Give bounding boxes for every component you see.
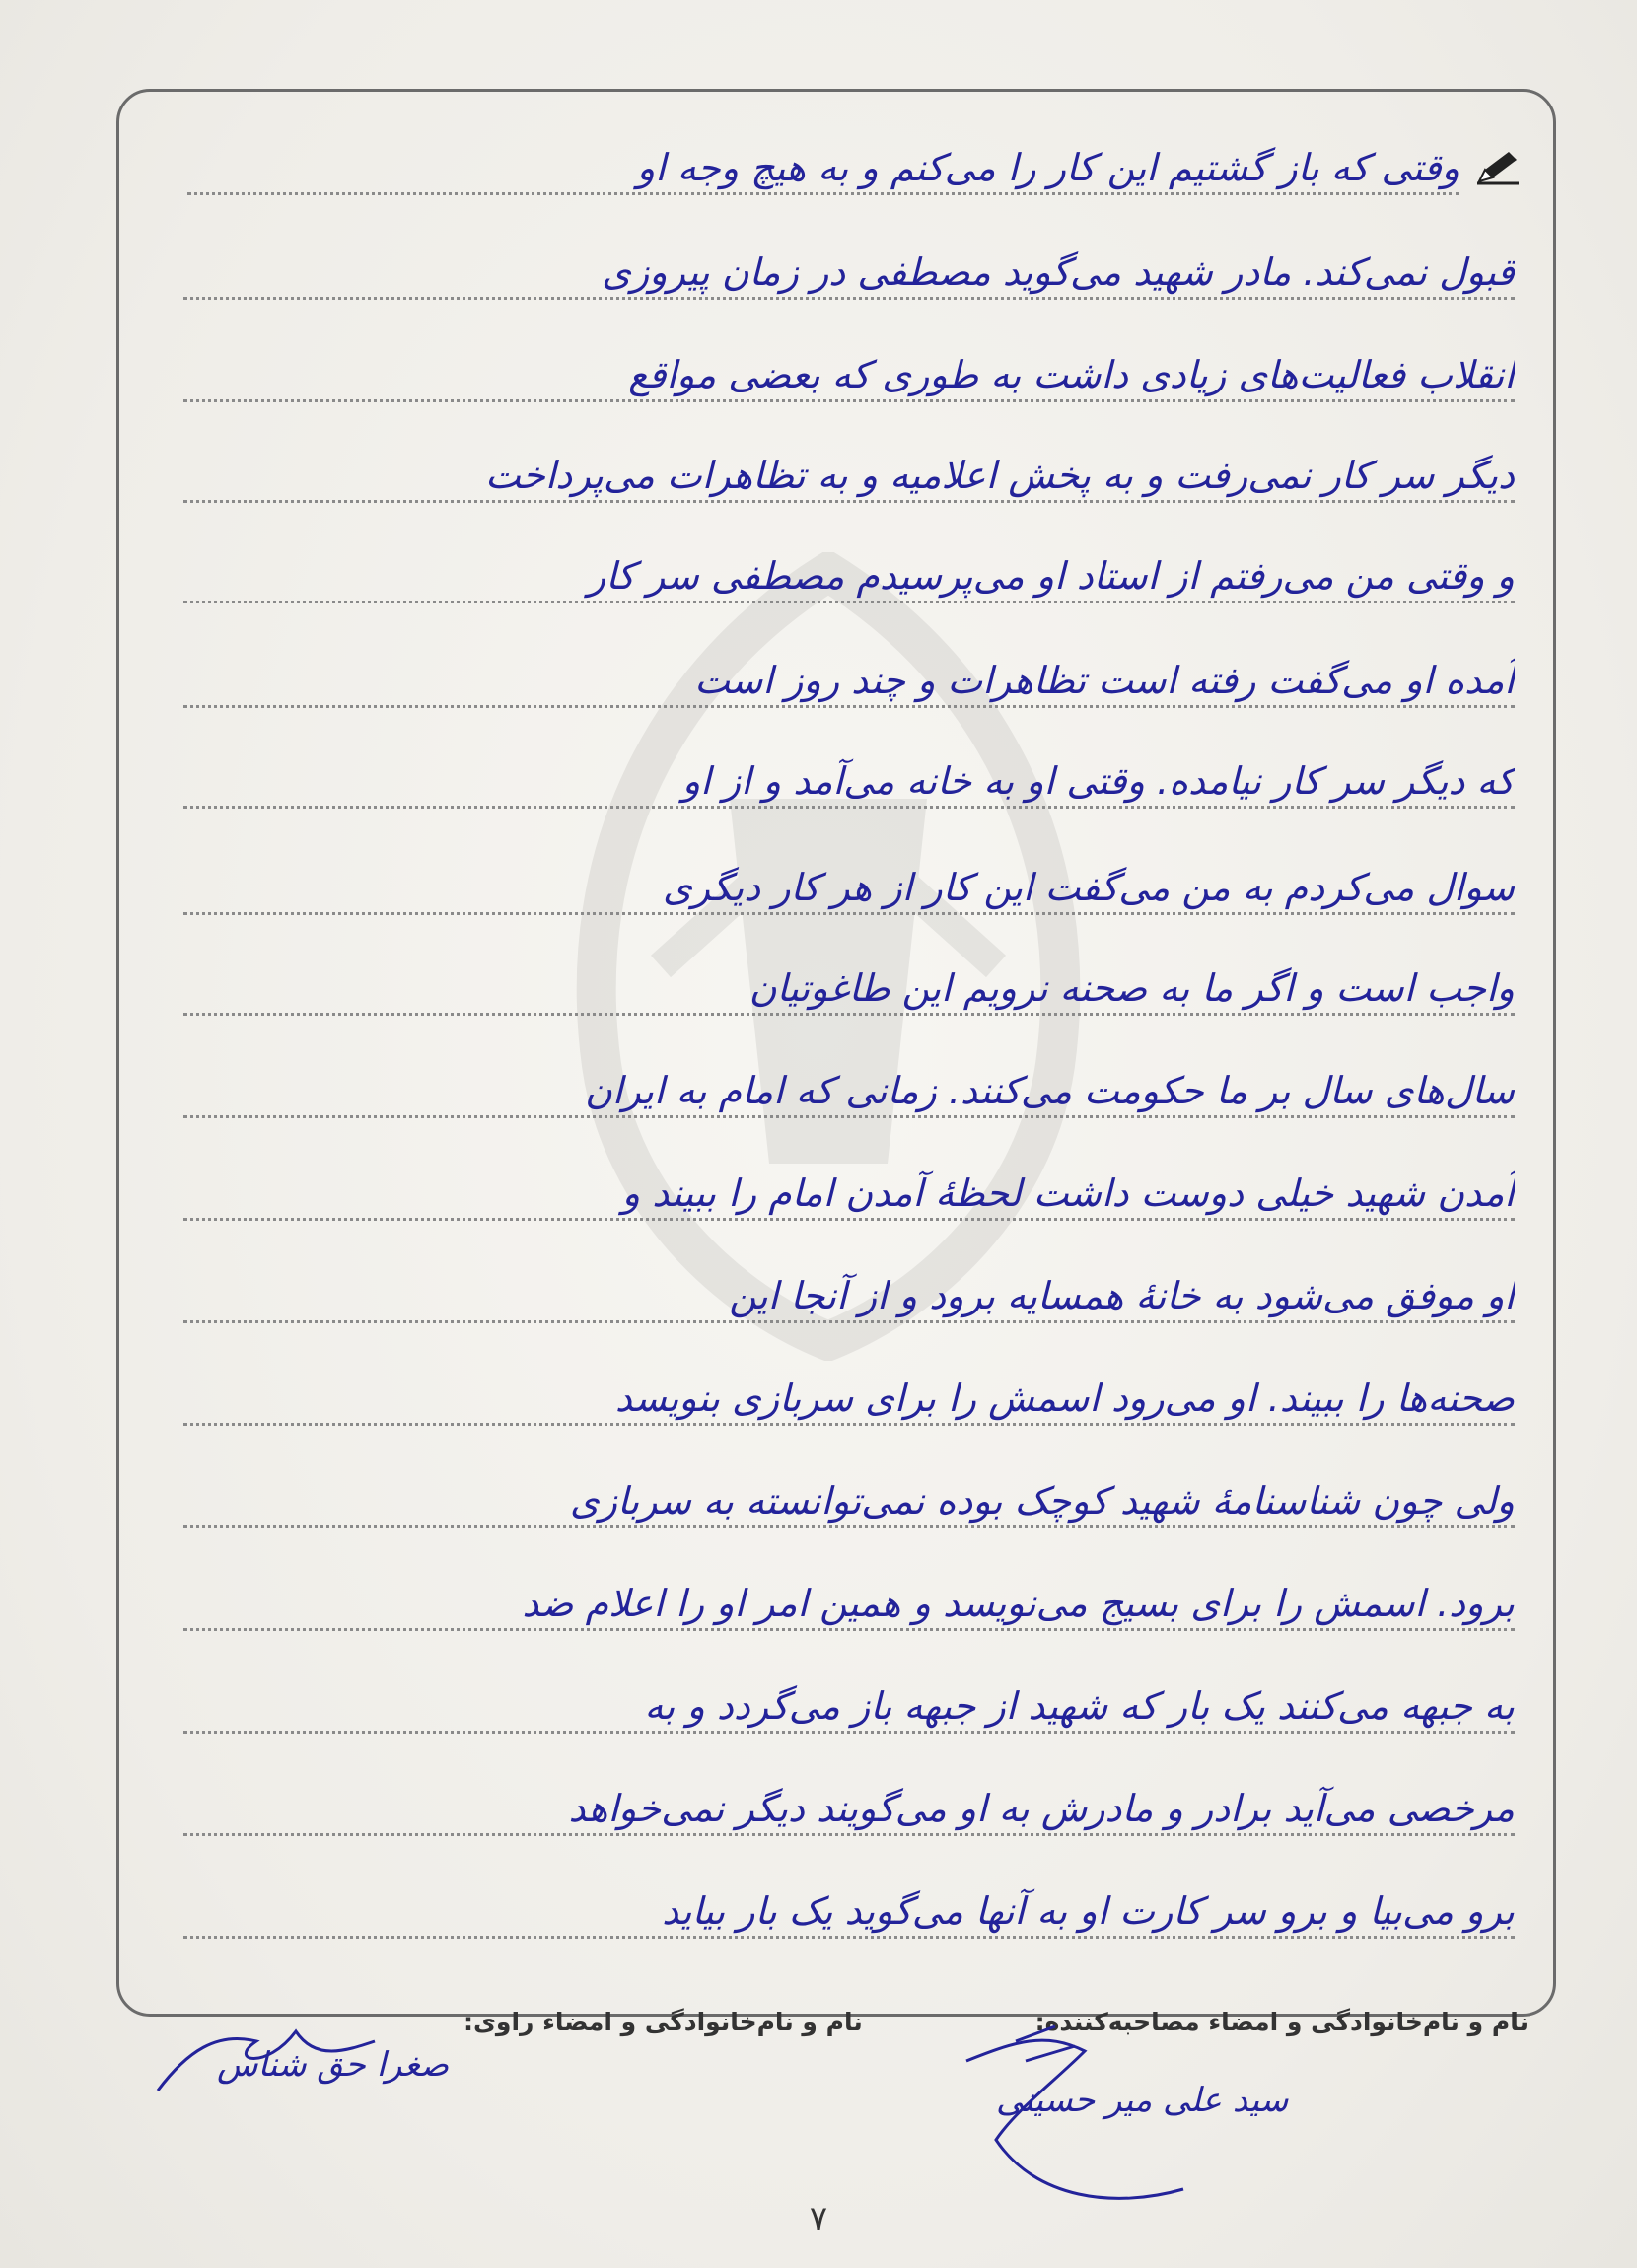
page-number: ۷	[809, 2199, 828, 2238]
narrator-signature	[148, 2012, 473, 2110]
text-line-17: مرخصی می‌آید برادر و مادرش به او می‌گویند دیگر نمی‌خواهد	[174, 1767, 1515, 1850]
text-line-2: قبول نمی‌کند. مادر شهید می‌گوید مصطفی در زمان پیروزی	[174, 231, 1515, 314]
interviewer-signature-scribble	[957, 2021, 1272, 2219]
text-line-8: سوال می‌کردم به من می‌گفت این کار از هر کار دیگری	[174, 846, 1515, 929]
pen-icon	[1475, 146, 1521, 185]
text-line-3: انقلاب فعالیت‌های زیادی داشت به طوری که بعضی مواقع	[174, 333, 1515, 416]
text-line-12: او موفق می‌شود به خانهٔ همسایه برود و از آنجا این	[174, 1254, 1515, 1337]
text-line-11: آمدن شهید خیلی دوست داشت لحظهٔ آمدن امام را ببیند و	[174, 1152, 1515, 1235]
interviewer-signature-label: نام و نام‌خانوادگی و امضاء مصاحبه‌کننده:	[1034, 2008, 1529, 2036]
interviewer-name: سید علی میر حسینی	[996, 2081, 1289, 2120]
text-line-18: برو می‌بیا و برو سر کارت او به آنها می‌گوید یک بار بیاید	[174, 1870, 1515, 1952]
text-line-7: که دیگر سر کار نیامده. وقتی او به خانه می‌آمد و از او	[174, 740, 1515, 822]
text-line-1: وقتی که باز گشتیم این کار را می‌کنم و به هیچ وجه او	[178, 126, 1459, 209]
narrator-name: صغرا حق شناس	[217, 2045, 450, 2085]
text-line-10: سال‌های سال بر ما حکومت می‌کنند. زمانی که امام به ایران	[174, 1049, 1515, 1132]
interviewer-signature	[957, 2021, 1289, 2219]
text-line-5: و وقتی من می‌رفتم از استاد او می‌پرسیدم مصطفی سر کار	[174, 534, 1515, 617]
text-line-4: دیگر سر کار نمی‌رفت و به پخش اعلامیه و به تظاهرات می‌پرداخت	[174, 434, 1515, 517]
text-line-6: آمده او می‌گفت رفته است تظاهرات و چند روز است	[174, 639, 1515, 722]
text-line-16: به جبهه می‌کنند یک بار که شهید از جبهه باز می‌گردد و به	[174, 1665, 1515, 1747]
text-line-14: ولی چون شناسنامهٔ شهید کوچک بوده نمی‌توانسته به سربازی	[174, 1459, 1515, 1542]
text-line-9: واجب است و اگر ما به صحنه نرویم این طاغوتیان	[174, 947, 1515, 1029]
narrator-signature-label: نام و نام‌خانوادگی و امضاء راوی:	[463, 2008, 863, 2036]
text-line-15: برود. اسمش را برای بسیج می‌نویسد و همین امر او را اعلام ضد	[174, 1562, 1515, 1645]
text-line-13: صحنه‌ها را ببیند. او می‌رود اسمش را برای سربازی بنویسد	[174, 1357, 1515, 1440]
